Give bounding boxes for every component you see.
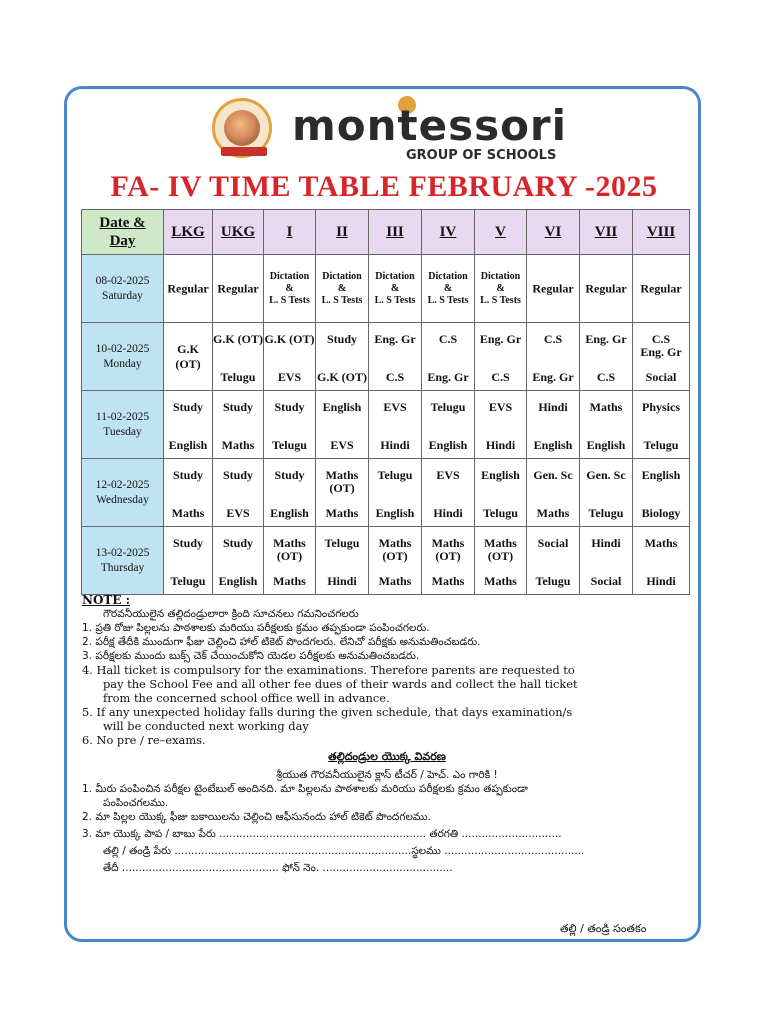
table-row	[82, 459, 690, 527]
subject-first: Telugu	[430, 400, 466, 414]
note-item: 2. పరీక్ష తేదీకి ముందుగా ఫీజు చెల్లించి హాల్ టికెట్ పొందగలరు. లేనిచో పరీక్షకు అనుమతించబడరు.	[82, 636, 481, 648]
subject-first: EVS	[436, 468, 460, 482]
subject-first: Study	[222, 468, 254, 482]
subject-cell	[580, 459, 633, 527]
note-item: 3. పరీక్షలకు ముందు బుక్స్ చెక్ చేయించుకోని యెడల పరీక్షలకు అనుమతించబడరు.	[82, 650, 420, 662]
salutation: శ్రీయుత గౌరవనీయులైన క్లాస్ టీచర్ / హెచ్. ఎం గారికి !	[276, 769, 498, 781]
table-row	[82, 391, 690, 459]
subject-cell	[213, 323, 264, 391]
subject-second: Maths	[171, 506, 205, 520]
school-seal-icon	[212, 98, 272, 158]
subject-cell	[264, 255, 316, 323]
subject-cell	[264, 459, 316, 527]
subject-first: Maths (OT)	[273, 536, 306, 563]
subject-first: English	[481, 468, 520, 482]
subject-first: Dictation & L. S Tests	[269, 270, 310, 306]
parent-item: పంపించగలము.	[103, 797, 169, 809]
exam-day: Monday	[103, 357, 142, 370]
subject-cell	[527, 459, 580, 527]
subject-first: Study	[222, 400, 254, 414]
subject-cell	[369, 323, 422, 391]
subject-cell	[633, 459, 690, 527]
subject-first: English	[322, 400, 362, 414]
subject-cell	[527, 391, 580, 459]
subject-second: Telugu	[643, 438, 679, 452]
subject-first: Hindi	[591, 536, 621, 550]
subject-second: Telugu	[272, 438, 307, 452]
subject-first: Gen. Sc	[533, 468, 573, 482]
subject-first: Regular	[532, 281, 574, 295]
subject-cell	[475, 323, 527, 391]
subject-cell	[213, 391, 264, 459]
notes-telugu-heading: గౌరవనీయులైన తల్లిదండ్రులారా క్రింది సూచనలు గమనించగలరు	[103, 608, 359, 620]
subject-cell	[316, 255, 369, 323]
exam-day: Tuesday	[103, 425, 142, 438]
subject-cell	[164, 527, 213, 595]
subject-cell	[475, 255, 527, 323]
subject-cell	[316, 323, 369, 391]
subject-first: Regular	[217, 281, 259, 295]
subject-cell	[369, 527, 422, 595]
subject-cell	[422, 255, 475, 323]
subject-first: Study	[274, 400, 305, 414]
table-row	[82, 255, 690, 323]
subject-second: Eng. Gr	[532, 370, 574, 384]
subject-first: Maths (OT)	[325, 468, 359, 495]
subject-first: Study	[274, 468, 305, 482]
note-item: 5. If any unexpected holiday falls during the given schedule, that days examination/s	[82, 705, 573, 719]
exam-date: 11-02-2025	[95, 410, 150, 423]
subject-second: Social	[645, 370, 677, 384]
subject-second: English	[168, 438, 208, 452]
header-class: VI	[527, 210, 580, 255]
school-logo	[210, 96, 570, 166]
date-cell	[82, 391, 164, 459]
subject-cell	[475, 459, 527, 527]
parent-name-field: తల్లి / తండ్రి పేరు .......................................................................స్థలము ..........................................	[103, 845, 585, 857]
exam-date: 12-02-2025	[95, 478, 150, 491]
date-cell	[82, 323, 164, 391]
subject-cell	[213, 255, 264, 323]
subject-cell	[475, 527, 527, 595]
subject-cell	[475, 391, 527, 459]
subject-first: G.K (OT)	[264, 332, 315, 346]
subject-second: Hindi	[380, 438, 410, 452]
subject-first: Study	[326, 332, 358, 346]
note-title: NOTE :	[82, 593, 131, 607]
exam-date: 08-02-2025	[95, 274, 150, 287]
header-class: UKG	[213, 210, 264, 255]
exam-day: Wednesday	[96, 493, 149, 506]
note-item: from the concerned school office well in advance.	[103, 691, 390, 705]
subject-first: C.S Eng. Gr	[640, 332, 682, 359]
subject-second: Maths	[378, 574, 412, 588]
subject-second: Maths	[484, 574, 517, 588]
note-item: 4. Hall ticket is compulsory for the examinations. Therefore parents are requested to	[82, 663, 575, 677]
subject-first: Eng. Gr	[479, 332, 522, 346]
subject-first: Regular	[585, 281, 627, 295]
subject-cell	[527, 527, 580, 595]
subject-second: Telugu	[535, 574, 571, 588]
subject-second: Telugu	[220, 370, 256, 384]
subject-first: Study	[172, 468, 204, 482]
subject-first: Dictation & L. S Tests	[480, 270, 521, 306]
subject-first: English	[641, 468, 681, 482]
subject-first: G.K (OT)	[213, 332, 263, 346]
subject-cell	[580, 527, 633, 595]
date-cell	[82, 527, 164, 595]
time-table	[81, 209, 690, 595]
subject-first: Maths	[589, 400, 623, 414]
subject-cell	[369, 459, 422, 527]
subject-cell	[633, 323, 690, 391]
subject-cell	[264, 391, 316, 459]
subject-cell	[213, 459, 264, 527]
student-name-field: 3. మా యొక్క పాప / బాబు పేరు .............................................................. తరగతి ..............................	[82, 828, 562, 840]
subject-second: Maths	[325, 506, 359, 520]
subject-second: Hindi	[327, 574, 357, 588]
header-class: III	[369, 210, 422, 255]
subject-second: G.K (OT)	[317, 370, 367, 384]
subject-first: Gen. Sc	[586, 468, 626, 482]
subject-first: Study	[222, 536, 254, 550]
subject-cell	[264, 323, 316, 391]
subject-first: Regular	[640, 281, 682, 295]
subject-second: Eng. Gr	[427, 370, 469, 384]
subject-cell	[580, 391, 633, 459]
subject-cell	[316, 527, 369, 595]
subject-cell	[164, 255, 213, 323]
subject-cell	[164, 323, 213, 391]
subject-cell	[527, 255, 580, 323]
subject-first: Telugu	[324, 536, 360, 550]
parents-heading: తల్లిదండ్రుల యొక్క వివరణ	[328, 750, 446, 763]
subject-first: EVS	[488, 400, 513, 414]
subject-first: EVS	[383, 400, 407, 414]
subject-second: Telugu	[483, 506, 518, 520]
subject-cell	[369, 391, 422, 459]
subject-cell	[369, 255, 422, 323]
table-row	[82, 527, 690, 595]
subject-first: C.S	[543, 332, 563, 346]
subject-first: Maths (OT)	[378, 536, 412, 563]
subject-first: Telugu	[377, 468, 413, 482]
subject-cell	[527, 323, 580, 391]
subject-cell	[633, 255, 690, 323]
date-phone-field: తేదీ ............................................... ఫోన్ నెం. .......................................	[103, 862, 453, 874]
subject-first: G.K (OT)	[175, 341, 201, 371]
exam-date: 10-02-2025	[95, 342, 150, 355]
subject-second: Maths	[431, 574, 465, 588]
subject-cell	[213, 527, 264, 595]
subject-first: Regular	[167, 281, 209, 295]
subject-second: Telugu	[588, 506, 624, 520]
subject-second: Maths	[273, 574, 306, 588]
subject-second: C.S	[596, 370, 616, 384]
note-item: pay the School Fee and all other fee dues of their wards and collect the hall ticket	[103, 677, 578, 691]
subject-second: Telugu	[170, 574, 206, 588]
subject-second: Maths	[221, 438, 255, 452]
exam-day: Thursday	[100, 561, 145, 574]
subject-second: Biology	[641, 506, 681, 520]
subject-cell	[580, 323, 633, 391]
subject-first: Dictation & L. S Tests	[321, 270, 363, 306]
subject-first: Social	[537, 536, 569, 550]
subject-second: EVS	[277, 370, 302, 384]
subject-cell	[164, 459, 213, 527]
table-row	[82, 323, 690, 391]
subject-cell	[422, 527, 475, 595]
header-class: LKG	[164, 210, 213, 255]
parent-item: 2. మా పిల్లల యొక్క ఫీజు బకాయిలను చెల్లించి ఆఫీసునందు హాల్ టికెట్ పొందగలము.	[82, 811, 431, 823]
subject-second: English	[375, 506, 415, 520]
exam-date: 13-02-2025	[95, 546, 150, 559]
subject-cell	[633, 391, 690, 459]
subject-cell	[316, 459, 369, 527]
subject-first: Study	[172, 400, 204, 414]
subject-first: Dictation & L. S Tests	[427, 270, 469, 306]
subject-cell	[580, 255, 633, 323]
header-date-day: Date & Day	[82, 210, 164, 255]
subject-first: Maths (OT)	[484, 536, 517, 563]
subject-first: Physics	[641, 400, 680, 414]
subject-cell	[164, 391, 213, 459]
brand-name: montessori	[292, 101, 568, 150]
brand-subtitle: GROUP OF SCHOOLS	[406, 148, 557, 163]
notes-section	[82, 593, 692, 875]
subject-second: EVS	[226, 506, 250, 520]
subject-second: English	[218, 574, 258, 588]
subject-second: English	[270, 506, 309, 520]
page-title: FA- IV TIME TABLE FEBRUARY -2025	[110, 170, 658, 203]
subject-cell	[264, 527, 316, 595]
subject-second: Hindi	[485, 438, 516, 452]
subject-second: C.S	[491, 370, 510, 384]
subject-second: Maths	[536, 506, 570, 520]
header-class: I	[264, 210, 316, 255]
subject-cell	[633, 527, 690, 595]
note-item: 6. No pre / re–exams.	[82, 733, 206, 747]
subject-cell	[422, 391, 475, 459]
subject-first: Hindi	[538, 400, 568, 414]
note-item: 1. ప్రతి రోజు పిల్లలను పాఠశాలకు మరియు పరీక్షలకు క్రమం తప్పకుండా పంపించగలరు.	[82, 622, 430, 634]
subject-first: Dictation & L. S Tests	[374, 270, 416, 306]
header-class: IV	[422, 210, 475, 255]
subject-second: EVS	[330, 438, 354, 452]
subject-first: Study	[172, 536, 204, 550]
subject-second: English	[533, 438, 573, 452]
subject-second: English	[586, 438, 626, 452]
header-class: VII	[580, 210, 633, 255]
exam-day: Saturday	[102, 289, 143, 302]
subject-first: Eng. Gr	[585, 332, 627, 346]
subject-cell	[422, 459, 475, 527]
header-class: II	[316, 210, 369, 255]
date-cell	[82, 255, 164, 323]
parent-item: 1. మీరు పంపించిన పరీక్షల టైంటేబుల్ అందినది. మా పిల్లలను పాఠశాలకు మరియు పరీక్షలకు క్రమం తప్పకుండా	[82, 783, 528, 795]
subject-second: Hindi	[433, 506, 463, 520]
subject-second: C.S	[385, 370, 405, 384]
subject-first: Maths	[644, 536, 678, 550]
header-class: V	[475, 210, 527, 255]
table-header-row	[82, 210, 690, 255]
subject-second: English	[428, 438, 468, 452]
subject-second: Hindi	[646, 574, 676, 588]
subject-first: Maths (OT)	[431, 536, 465, 563]
note-item: will be conducted next working day	[103, 719, 309, 733]
subject-first: Eng. Gr	[374, 332, 416, 346]
date-cell	[82, 459, 164, 527]
subject-first: C.S	[438, 332, 458, 346]
parent-signature-label: తల్లి / తండ్రి సంతకం	[560, 922, 647, 935]
header-class: VIII	[633, 210, 690, 255]
subject-second: Social	[590, 574, 622, 588]
subject-cell	[316, 391, 369, 459]
subject-cell	[422, 323, 475, 391]
